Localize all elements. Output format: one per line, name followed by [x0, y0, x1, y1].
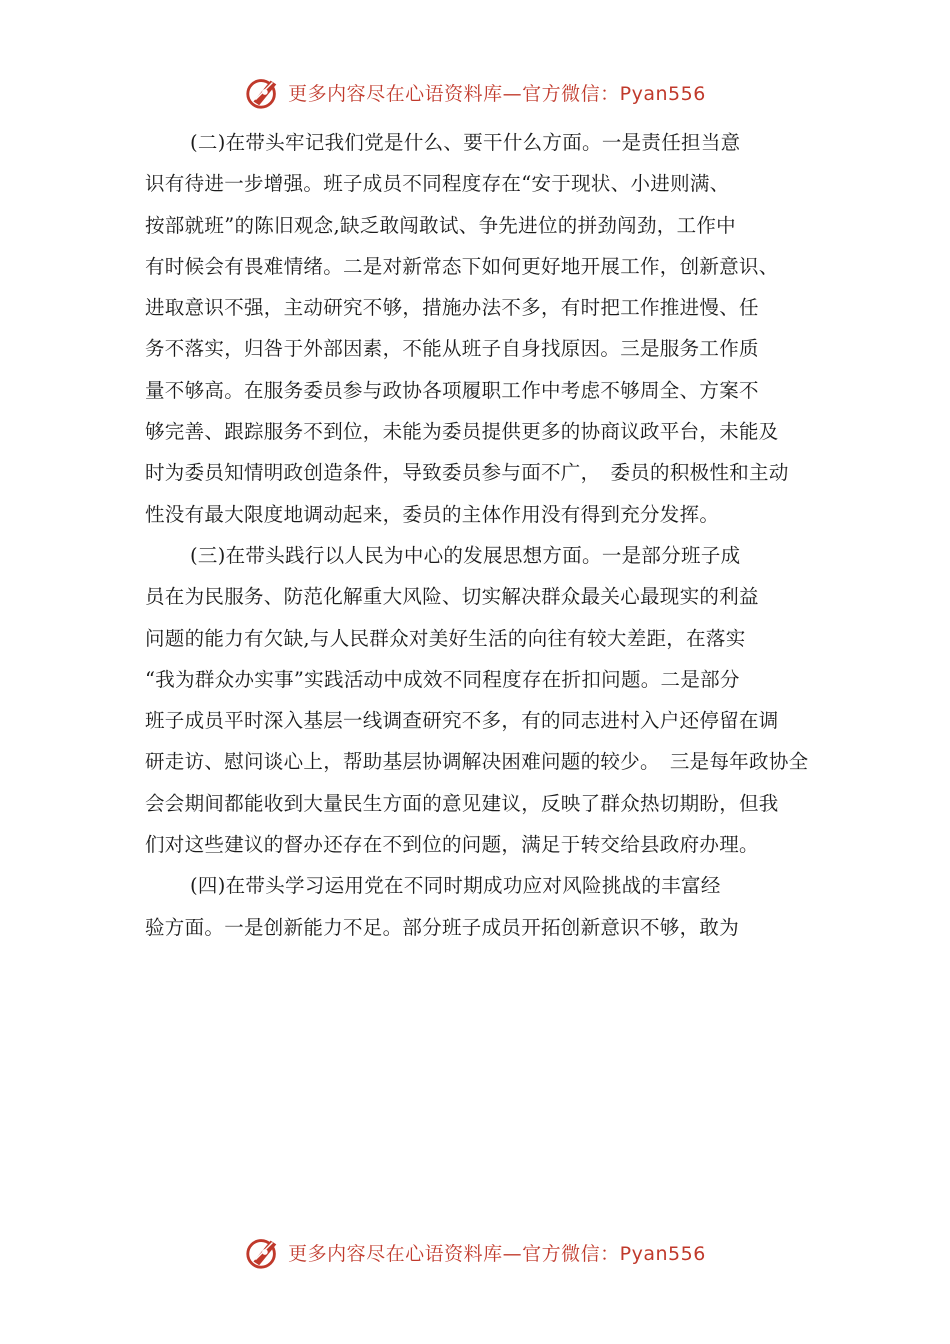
- text-line: 按部就班”的陈旧观念,缺乏敢闯敢试、争先进位的拼劲闯劲，工作中: [145, 213, 736, 237]
- document-body: [145, 122, 825, 948]
- text-line: 会会期间都能收到大量民生方面的意见建议，反映了群众热切期盼，但我: [145, 791, 779, 815]
- text-line: 员在为民服务、防范化解重大风险、切实解决群众最关心最现实的利益: [145, 585, 759, 609]
- pen-logo-icon: [244, 1233, 282, 1271]
- header-banner-text: 更多内容尽在心语资料库—官方微信：Pyan556: [288, 82, 706, 105]
- text-line: 有时候会有畏难情绪。二是对新常态下如何更好地开展工作，创新意识、: [145, 254, 779, 278]
- text-line: 研走访、慰问谈心上，帮助基层协调解决困难问题的较少。 三是每年政协全: [145, 750, 809, 774]
- footer-banner-text: 更多内容尽在心语资料库—官方微信：Pyan556: [288, 1242, 706, 1265]
- text-line: “我为群众办实事”实践活动中成效不同程度存在折扣问题。二是部分: [145, 667, 740, 691]
- paragraph-start-line: (四)在带头学习运用党在不同时期成功应对风险挑战的丰富经: [190, 874, 721, 898]
- text-line: 量不够高。在服务委员参与政协各项履职工作中考虑不够周全、方案不: [145, 378, 759, 402]
- pen-logo-icon: [244, 73, 282, 111]
- text-line: 识有待进一步增强。班子成员不同程度存在“安于现状、小进则满、: [145, 172, 730, 196]
- text-line: 们对这些建议的督办还存在不到位的问题，满足于转交给县政府办理。: [145, 833, 759, 857]
- text-line: 务不落实，归咎于外部因素，不能从班子自身找原因。三是服务工作质: [145, 337, 759, 361]
- text-line: 时为委员知情明政创造条件，导致委员参与面不广， 委员的积极性和主动: [145, 461, 789, 485]
- text-line: 够完善、跟踪服务不到位，未能为委员提供更多的协商议政平台，未能及: [145, 420, 779, 444]
- footer-banner: [0, 1230, 950, 1274]
- text-line: 进取意识不强，主动研究不够，措施办法不多，有时把工作推进慢、任: [145, 296, 759, 320]
- text-line: 性没有最大限度地调动起来，委员的主体作用没有得到充分发挥。: [145, 502, 720, 526]
- text-line: 验方面。一是创新能力不足。部分班子成员开拓创新意识不够，敢为: [145, 915, 740, 939]
- text-line: 班子成员平时深入基层一线调查研究不多，有的同志进村入户还停留在调: [145, 709, 779, 733]
- paragraph-start-line: (三)在带头践行以人民为中心的发展思想方面。一是部分班子成: [190, 543, 741, 567]
- text-line: 问题的能力有欠缺,与人民群众对美好生活的向往有较大差距，在落实: [145, 626, 746, 650]
- header-banner: [0, 70, 950, 114]
- paragraph-start-line: (二)在带头牢记我们党是什么、要干什么方面。一是责任担当意: [190, 131, 741, 154]
